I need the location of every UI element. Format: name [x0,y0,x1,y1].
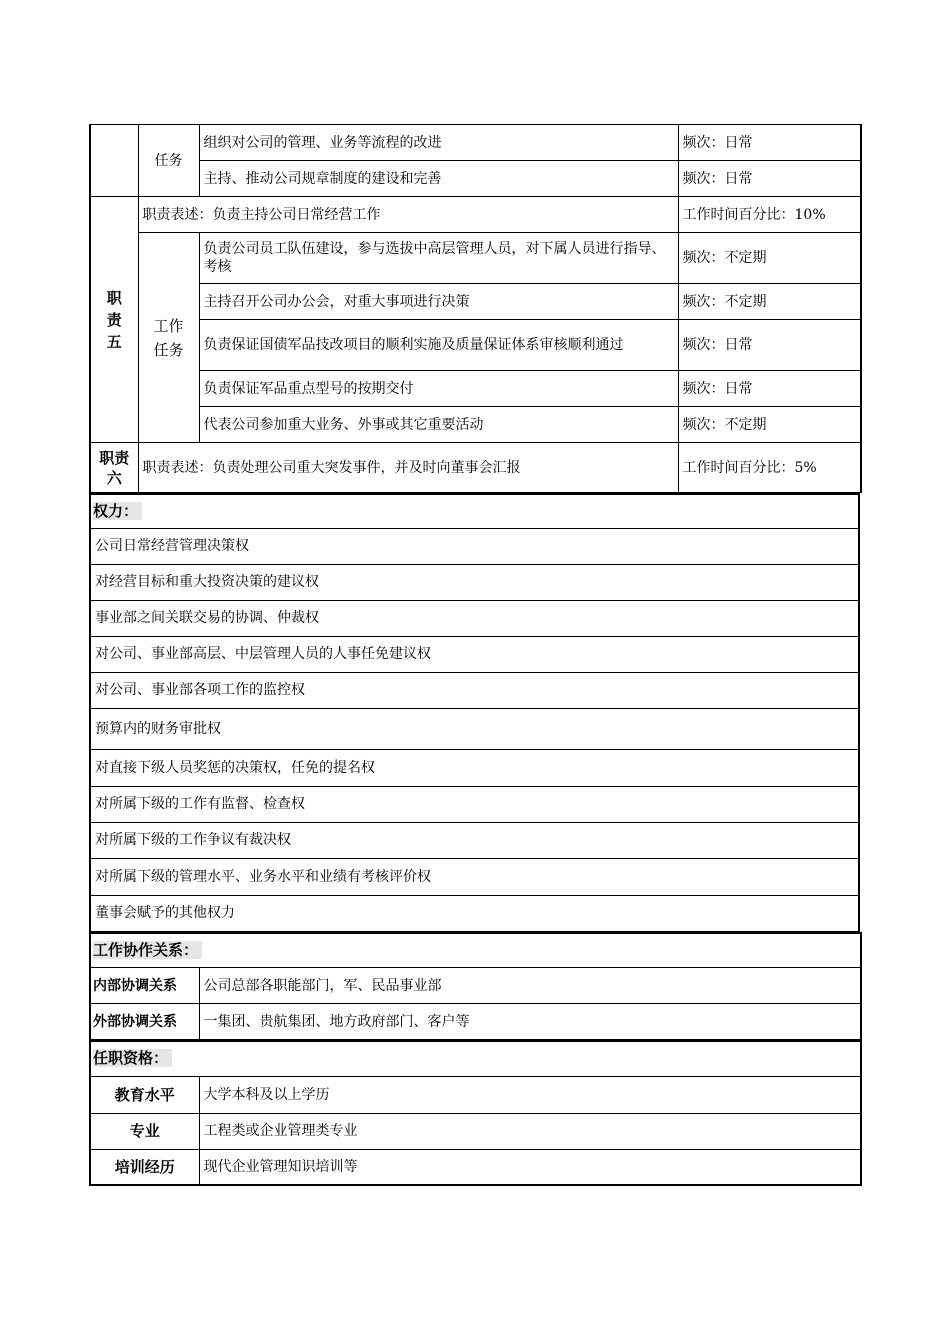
duty5-label: 职 责 五 [90,197,138,443]
task-frequency: 频次：日常 [678,371,861,407]
qualification-value: 工程类或企业管理类专业 [199,1113,861,1149]
duty6-time-percentage: 工作时间百分比：5% [678,443,861,493]
duty-continued-task-row [90,161,861,197]
task-text: 代表公司参加重大业务、外事或其它重要活动 [199,407,678,443]
qualification-table [89,1040,862,1186]
cooperation-value: 一集团、贵航集团、地方政府部门、客户等 [199,1004,861,1040]
task-text: 主持、推动公司规章制度的建设和完善 [199,161,678,197]
duty5-description-row [90,197,861,233]
job-description-document [89,124,860,1186]
duty5-task-row [90,407,861,443]
authority-item: 对直接下级人员奖惩的决策权，任免的提名权 [90,749,859,786]
authority-item: 董事会赋予的其他权力 [90,895,859,931]
qualification-label: 专业 [90,1113,199,1149]
cooperation-row [90,1004,861,1040]
cooperation-heading-row [90,933,861,968]
authority-item: 对所属下级的工作有监督、检查权 [90,786,859,822]
task-frequency: 频次：不定期 [678,233,861,284]
task-text: 负责公司员工队伍建设，参与选拔中高层管理人员，对下属人员进行指导、考核 [199,233,678,284]
duty5-task-label: 工作 任务 [138,233,199,443]
duty5-task-row [90,233,861,284]
task-frequency: 频次：不定期 [678,284,861,320]
qualification-label: 培训经历 [90,1149,199,1185]
authority-table [89,493,860,932]
duty5-task-row [90,320,861,371]
qualification-row [90,1149,861,1185]
duty5-task-row [90,284,861,320]
qualification-value: 大学本科及以上学历 [199,1076,861,1113]
duty6-description: 职责表述：负责处理公司重大突发事件，并及时向董事会汇报 [138,443,678,493]
duty6-label: 职责 六 [90,443,138,493]
task-frequency: 频次：日常 [678,125,861,161]
authority-item: 对经营目标和重大投资决策的建议权 [90,564,859,600]
authority-item: 对公司、事业部高层、中层管理人员的人事任免建议权 [90,636,859,672]
qualification-heading: 任职资格： [93,1049,172,1067]
authority-heading-row [90,494,859,528]
qualification-value: 现代企业管理知识培训等 [199,1149,861,1185]
qualification-label: 教育水平 [90,1076,199,1113]
task-frequency: 频次：不定期 [678,407,861,443]
qualification-row [90,1076,861,1113]
authority-item: 事业部之间关联交易的协调、仲裁权 [90,600,859,636]
authority-item: 预算内的财务审批权 [90,708,859,749]
task-frequency: 频次：日常 [678,161,861,197]
authority-item: 对所属下级的工作争议有裁决权 [90,822,859,858]
duty5-time-percentage: 工作时间百分比：10% [678,197,861,233]
authority-item: 对所属下级的管理水平、业务水平和业绩有考核评价权 [90,858,859,895]
cooperation-row [90,968,861,1004]
task-frequency: 频次：日常 [678,320,861,371]
authority-item: 公司日常经营管理决策权 [90,528,859,564]
duty-continued-task-row [90,125,861,161]
qualification-heading-row [90,1041,861,1076]
cooperation-heading: 工作协作关系： [93,941,202,959]
task-text: 负责保证军品重点型号的按期交付 [199,371,678,407]
duty-table [89,124,862,493]
authority-item: 对公司、事业部各项工作的监控权 [90,672,859,708]
duty5-task-row [90,371,861,407]
task-label: 任务 [138,125,199,197]
duty-continued-label-cell [90,125,138,197]
cooperation-table [89,932,862,1041]
cooperation-value: 公司总部各职能部门，军、民品事业部 [199,968,861,1004]
cooperation-label: 内部协调关系 [90,968,199,1004]
qualification-row [90,1113,861,1149]
task-text: 主持召开公司办公会，对重大事项进行决策 [199,284,678,320]
task-text: 负责保证国债军品技改项目的顺利实施及质量保证体系审核顺利通过 [199,320,678,371]
task-text: 组织对公司的管理、业务等流程的改进 [199,125,678,161]
duty5-description: 职责表述：负责主持公司日常经营工作 [138,197,678,233]
cooperation-label: 外部协调关系 [90,1004,199,1040]
authority-heading: 权力： [93,502,142,520]
duty6-row [90,443,861,493]
